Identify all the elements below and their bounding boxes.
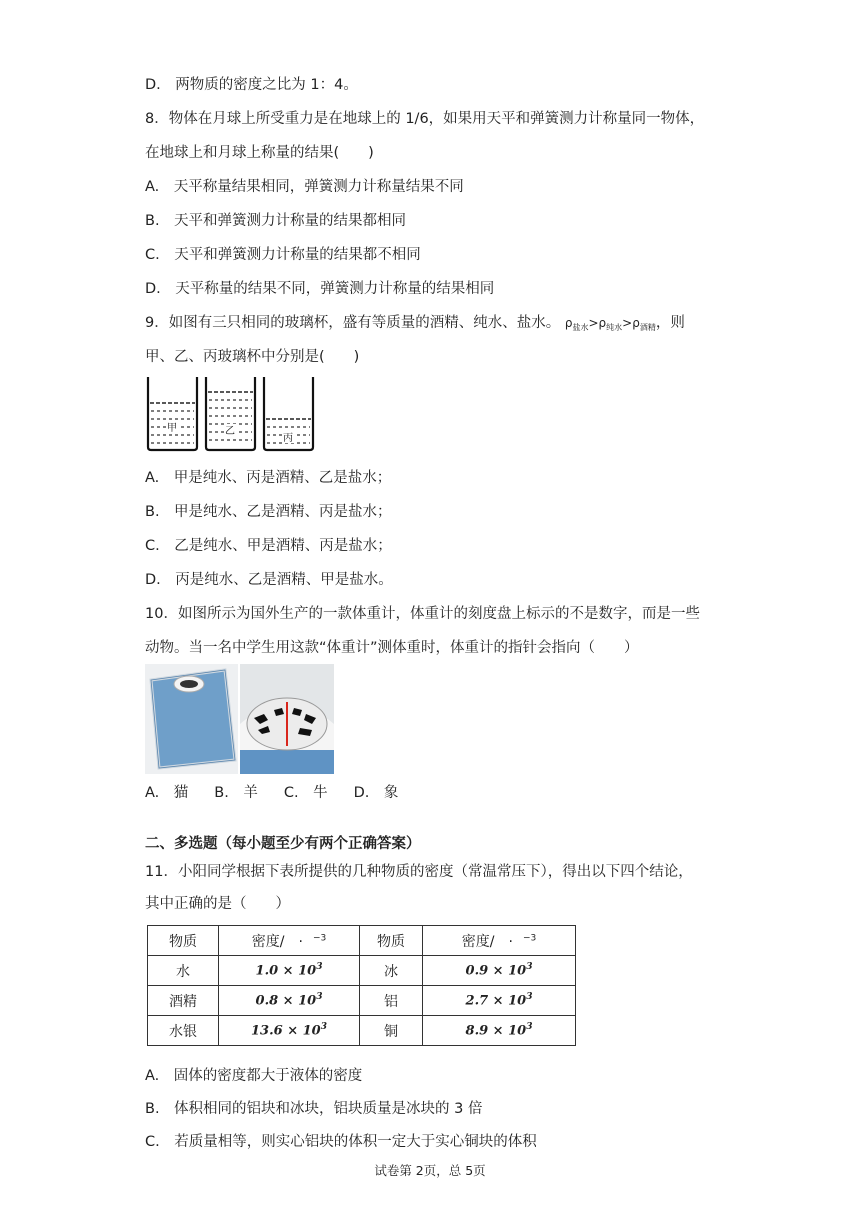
rho-symbol: ρ — [564, 316, 573, 330]
option-8b: B. 天平和弹簧测力计称量的结果都相同 — [145, 213, 407, 229]
option-10d: D. 象 — [353, 785, 399, 801]
option-11a: A. 固体的密度都大于液体的密度 — [145, 1068, 363, 1084]
q11-stem-line2: 其中正确的是（ ） — [145, 896, 290, 912]
q11-stem-line1: 11．小阳同学根据下表所提供的几种物质的密度（常温常压下），得出以下四个结论， — [145, 864, 693, 880]
table-row — [148, 1016, 576, 1046]
cell-substance: 冰 — [360, 956, 423, 986]
rho-symbol: ρ — [598, 316, 607, 330]
cup-bing — [264, 377, 313, 450]
header-substance: 物质 — [360, 926, 423, 956]
q10-stem-line1: 10．如图所示为国外生产的一款体重计，体重计的刻度盘上标示的不是数字，而是一些 — [145, 606, 700, 622]
sub-salt-water: 盐水 — [572, 323, 589, 332]
q10-options — [145, 783, 398, 803]
cup-label-jia: 甲 — [167, 423, 177, 434]
cell-substance: 水 — [148, 956, 219, 986]
cup-jia — [148, 377, 197, 450]
option-10a: A. 猫 — [145, 785, 189, 801]
density-table — [147, 925, 576, 1046]
cell-density: $13.6 \times 10^3$ — [219, 1016, 360, 1046]
cell-substance: 水银 — [148, 1016, 219, 1046]
option-9a: A. 甲是纯水、丙是酒精、乙是盐水； — [145, 470, 392, 486]
greater-than: > — [588, 316, 599, 330]
q9-stem-then: ，则 — [655, 315, 685, 331]
glass-cups-figure — [143, 375, 323, 455]
cell-density: $2.7 \times 10^3$ — [423, 986, 576, 1016]
option-9c: C. 乙是纯水、甲是酒精、丙是盐水； — [145, 538, 392, 554]
q9-stem-line2: 甲、乙、丙玻璃杯中分别是( ) — [145, 349, 360, 365]
header-substance: 物质 — [148, 926, 219, 956]
option-11c: C. 若质量相等，则实心铝块的体积一定大于实心铜块的体积 — [145, 1134, 537, 1150]
cell-density: $0.8 \times 10^3$ — [219, 986, 360, 1016]
greater-than: > — [622, 316, 633, 330]
cup-label-bing: 丙 — [283, 433, 293, 444]
section-title-multiple-choice: 二、多选题（每小题至少有两个正确答案） — [145, 836, 421, 852]
cup-label-yi: 乙 — [225, 426, 235, 437]
option-11b: B. 体积相同的铝块和冰块，铝块质量是冰块的 3 倍 — [145, 1101, 483, 1117]
option-8d: D. 天平称量的结果不同，弹簧测力计称量的结果相同 — [145, 281, 495, 297]
sub-alcohol: 酒精 — [639, 323, 656, 332]
header-density: 密度/ · $^{-3}$ — [423, 926, 576, 956]
bathroom-scale-photo — [145, 664, 238, 774]
scale-dial-photo — [240, 664, 334, 774]
table-row — [148, 956, 576, 986]
cell-substance: 铝 — [360, 986, 423, 1016]
option-9d: D. 丙是纯水、乙是酒精、甲是盐水。 — [145, 572, 393, 588]
page-footer: 试卷第 2页，总 5页 — [374, 1163, 486, 1178]
cell-density: $1.0 \times 10^3$ — [219, 956, 360, 986]
q9-stem-line1 — [145, 313, 685, 338]
option-9b: B. 甲是纯水、乙是酒精、丙是盐水； — [145, 504, 392, 520]
table-header-row — [148, 926, 576, 956]
option-10c: C. 牛 — [283, 785, 328, 801]
cell-density: $8.9 \times 10^3$ — [423, 1016, 576, 1046]
header-density: 密度/ · $^{-3}$ — [219, 926, 360, 956]
q10-stem-line2: 动物。当一名中学生用这款“体重计”测体重时，体重计的指针会指向（ ） — [145, 640, 639, 656]
option-7d: D. 两物质的密度之比为 1：4。 — [145, 77, 358, 93]
q8-stem-line1: 8．物体在月球上所受重力是在地球上的 1/6，如果用天平和弹簧测力计称量同一物体， — [145, 111, 705, 127]
option-10b: B. 羊 — [214, 785, 258, 801]
cup-yi — [206, 377, 255, 450]
cell-substance: 酒精 — [148, 986, 219, 1016]
cell-density: $0.9 \times 10^3$ — [423, 956, 576, 986]
table-row — [148, 986, 576, 1016]
cell-substance: 铜 — [360, 1016, 423, 1046]
q9-stem-text: 9．如图有三只相同的玻璃杯，盛有等质量的酒精、纯水、盐水。 — [145, 315, 561, 331]
rho-symbol: ρ — [632, 316, 640, 330]
option-8c: C. 天平和弹簧测力计称量的结果都不相同 — [145, 247, 421, 263]
q8-stem-line2: 在地球上和月球上称量的结果( ) — [145, 145, 374, 161]
option-8a: A. 天平称量结果相同，弹簧测力计称量结果不同 — [145, 179, 464, 195]
sub-pure-water: 纯水 — [606, 323, 623, 332]
